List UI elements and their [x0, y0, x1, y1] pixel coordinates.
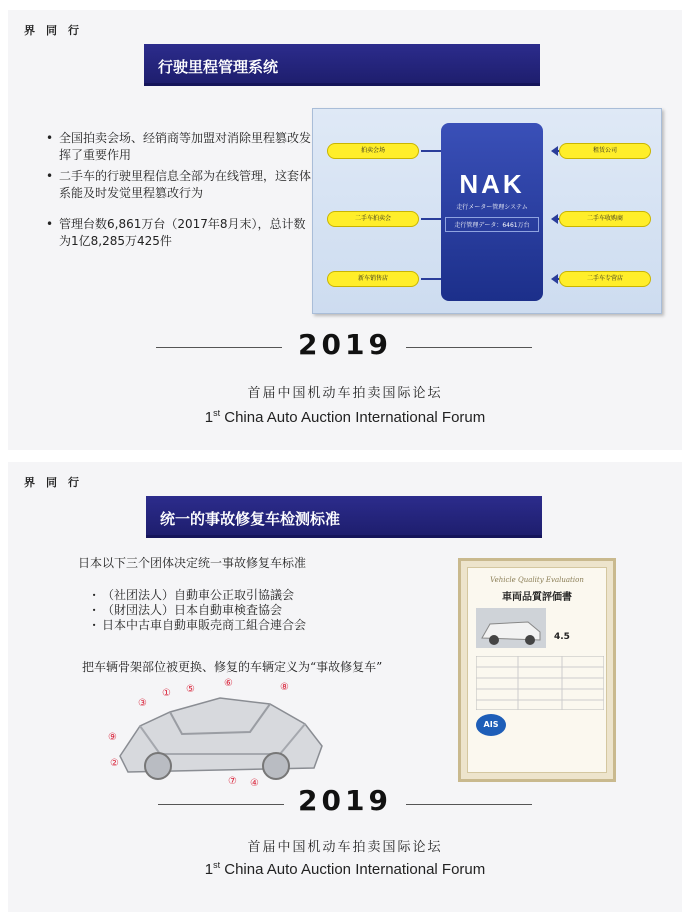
nak-logo-text: NAK [459, 169, 525, 199]
nak-diagram [312, 108, 662, 314]
definition-text: 把车辆骨架部位被更换、修复的车辆定义为“事故修复车” [82, 660, 383, 674]
cert-title: 車両品質評価書 [502, 592, 572, 603]
divider-line [406, 804, 532, 805]
bullet-item: • 全国拍卖会场、经销商等加盟对消除里程篡改发挥了重要作用 [46, 130, 316, 164]
quality-certificate [458, 558, 616, 782]
diagram-pill: 新车销售店 [327, 271, 419, 287]
bullet-list [92, 588, 306, 633]
marker-label: ⑥ [224, 678, 233, 689]
cert-table [476, 656, 604, 710]
diagram-pill: 二手车专营店 [559, 271, 651, 287]
marker-label: ⑨ [108, 732, 117, 743]
bullet-item: · （社团法人）自動車公正取引協議会 [92, 588, 306, 603]
forum-title-cn: 首届中国机动车拍卖国际论坛 [247, 840, 443, 855]
cert-score: 4.5 [554, 632, 570, 642]
bullet-item: • 管理台数6,861万台（2017年8月末），总计数为1亿8,285万425件 [46, 216, 316, 250]
forum-title-en: 1st China Auto Auction International Forum [204, 408, 486, 426]
slide-accident-standard [8, 462, 682, 912]
car-frame-illustration [100, 676, 332, 788]
diagram-pill: 二手车拍卖会 [327, 211, 419, 227]
marker-label: ③ [138, 698, 147, 709]
marker-label: ⑤ [186, 684, 195, 695]
diagram-pill: 二手车收购商 [559, 211, 651, 227]
year-heading: 2019 [298, 328, 392, 361]
diagram-pill: 租赁公司 [559, 143, 651, 159]
nak-system-block [441, 123, 543, 301]
forum-title-en: 1st China Auto Auction International Forum [204, 860, 486, 878]
nak-data-count: 走行管理データ：6461万台 [445, 217, 539, 232]
diagram-pill: 拍卖会场 [327, 143, 419, 159]
divider-line [156, 347, 282, 348]
slide-title: 统一的事故修复车检测标准 [146, 496, 542, 538]
bullet-item: · 日本中古車自動車販売商工組合連合会 [92, 618, 306, 633]
marker-label: ⑧ [280, 682, 289, 693]
org-label: 界同行 [24, 24, 90, 37]
slide-mileage-system [8, 10, 682, 450]
car-photo [476, 608, 546, 648]
intro-text: 日本以下三个团体决定统一事故修复车标准 [78, 556, 307, 570]
forum-title-cn: 首届中国机动车拍卖国际论坛 [247, 386, 443, 401]
divider-line [158, 804, 284, 805]
marker-label: ① [162, 688, 171, 699]
nak-subtitle: 走行メーター管理システム [456, 204, 528, 211]
bullet-item: · （財団法人）日本自動車検査協会 [92, 603, 306, 618]
marker-label: ② [110, 758, 119, 769]
divider-line [406, 347, 532, 348]
slide-title: 行驶里程管理系统 [144, 44, 540, 86]
bullet-list [46, 130, 316, 254]
year-heading: 2019 [298, 784, 392, 817]
ais-badge: AIS [476, 714, 506, 736]
bullet-item: • 二手车的行驶里程信息全部为在线管理，这套体系能及时发觉里程篡改行为 [46, 168, 316, 202]
marker-label: ④ [250, 778, 259, 788]
marker-label: ⑦ [228, 776, 237, 787]
cert-script-heading: Vehicle Quality Evaluation [490, 576, 584, 584]
org-label: 界同行 [24, 476, 90, 489]
